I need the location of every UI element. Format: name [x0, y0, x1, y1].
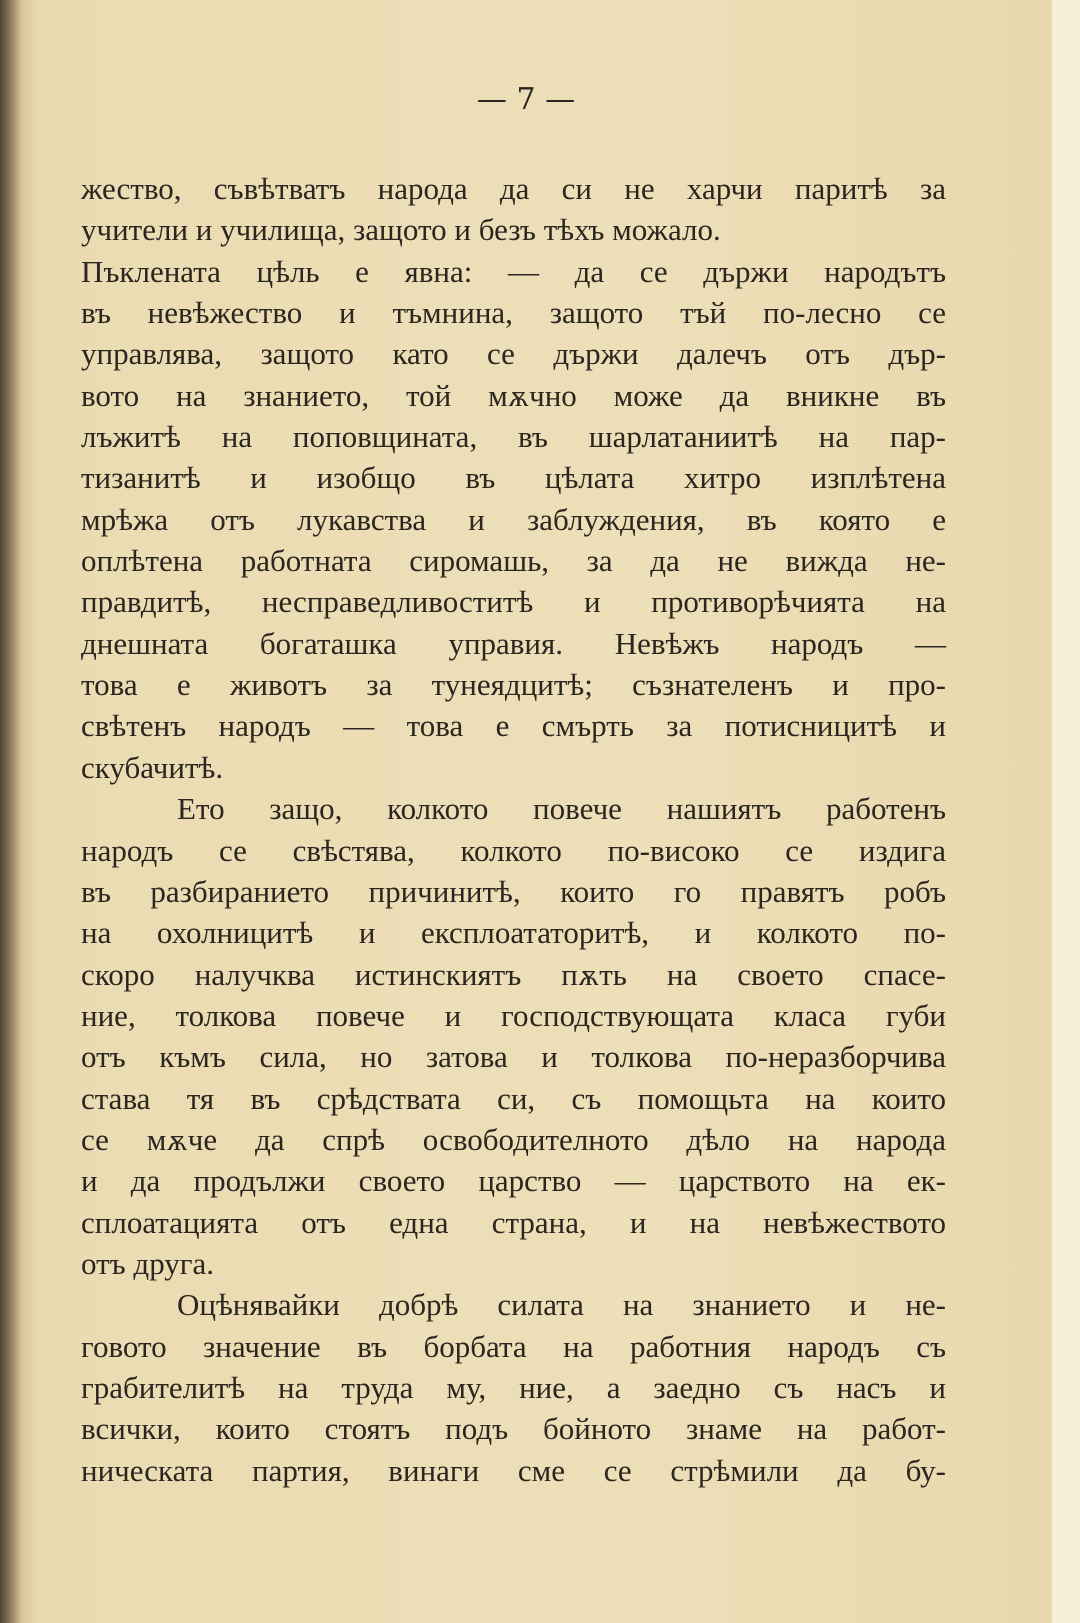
text-line: ническата партия, винаги сме се стрѣмили да бу- — [81, 1452, 946, 1488]
page-number: — 7 — — [476, 82, 576, 117]
text-line: народъ се свѣстява, колкото по-високо се издига — [81, 832, 946, 868]
text-line: това е животъ за тунеядцитѣ; съзнателенъ и про- — [81, 667, 946, 703]
text-line: оплѣтена работната сиромашь, за да не вижда не- — [81, 543, 946, 579]
text-line: грабителитѣ на труда му, ние, а заедно съ насъ и — [81, 1369, 946, 1405]
text-line: става тя въ срѣдствата си, съ помощьта на които — [81, 1080, 946, 1116]
text-line: скубачитѣ. — [81, 749, 224, 785]
text-line: Пъклената цѣль е явна: — да се държи народътъ — [81, 253, 946, 289]
text-line: отъ друга. — [81, 1245, 215, 1281]
text-line: сплоатацията отъ една страна, и на невѣжеството — [81, 1204, 946, 1240]
text-line: на охолницитѣ и експлоататоритѣ, и колкото по- — [81, 915, 946, 951]
text-line: свѣтенъ народъ — това е смърть за потисницитѣ и — [81, 708, 946, 744]
text-line: тизанитѣ и изобщо въ цѣлата хитро изплѣтена — [81, 460, 946, 496]
text-line: въ разбиранието причинитѣ, които го правятъ робъ — [81, 873, 946, 909]
text-line: управлява, защото като се държи далечъ отъ дър- — [81, 336, 946, 372]
text-line: всички, които стоятъ подъ бойното знаме на работ- — [81, 1411, 946, 1447]
text-line: жество, съвѣтватъ народа да си не харчи паритѣ за — [81, 171, 946, 206]
text-line: учители и училища, защото и безъ тѣхъ можало. — [81, 212, 721, 248]
text-line: говото значение въ борбата на работния народъ съ — [81, 1328, 946, 1364]
text-line: Ето защо, колкото повече нашиятъ работенъ — [177, 791, 946, 827]
text-line: правдитѣ, несправедливоститѣ и противорѣчията на — [81, 584, 946, 620]
text-line: се мѫче да спрѣ освободителното дѣло на народа — [81, 1121, 946, 1157]
text-line: днешната богаташка управия. Невѣжъ народъ — — [81, 625, 946, 661]
page-edge — [1052, 0, 1080, 1623]
text-line: вото на знанието, той мѫчно може да вникне въ — [81, 377, 946, 413]
text-line: мрѣжа отъ лукавства и заблуждения, въ която е — [81, 501, 946, 537]
text-line: отъ къмъ сила, но затова и толкова по-неразборчива — [81, 1039, 946, 1075]
text-line: скоро налучква истинскиятъ пѫть на своето спасе- — [81, 956, 946, 992]
text-line: въ невѣжество и тъмнина, защото тъй по-лесно се — [81, 295, 946, 331]
text-line: ние, толкова повече и господствующата класа губи — [81, 997, 946, 1033]
text-line: лъжитѣ на поповщината, въ шарлатаниитѣ на пар- — [81, 419, 946, 455]
text-line: и да продължи своето царство — царството на ек- — [81, 1163, 946, 1199]
body-text — [81, 168, 946, 1491]
text-line: Оцѣнявайки добрѣ силата на знанието и не- — [177, 1287, 946, 1323]
